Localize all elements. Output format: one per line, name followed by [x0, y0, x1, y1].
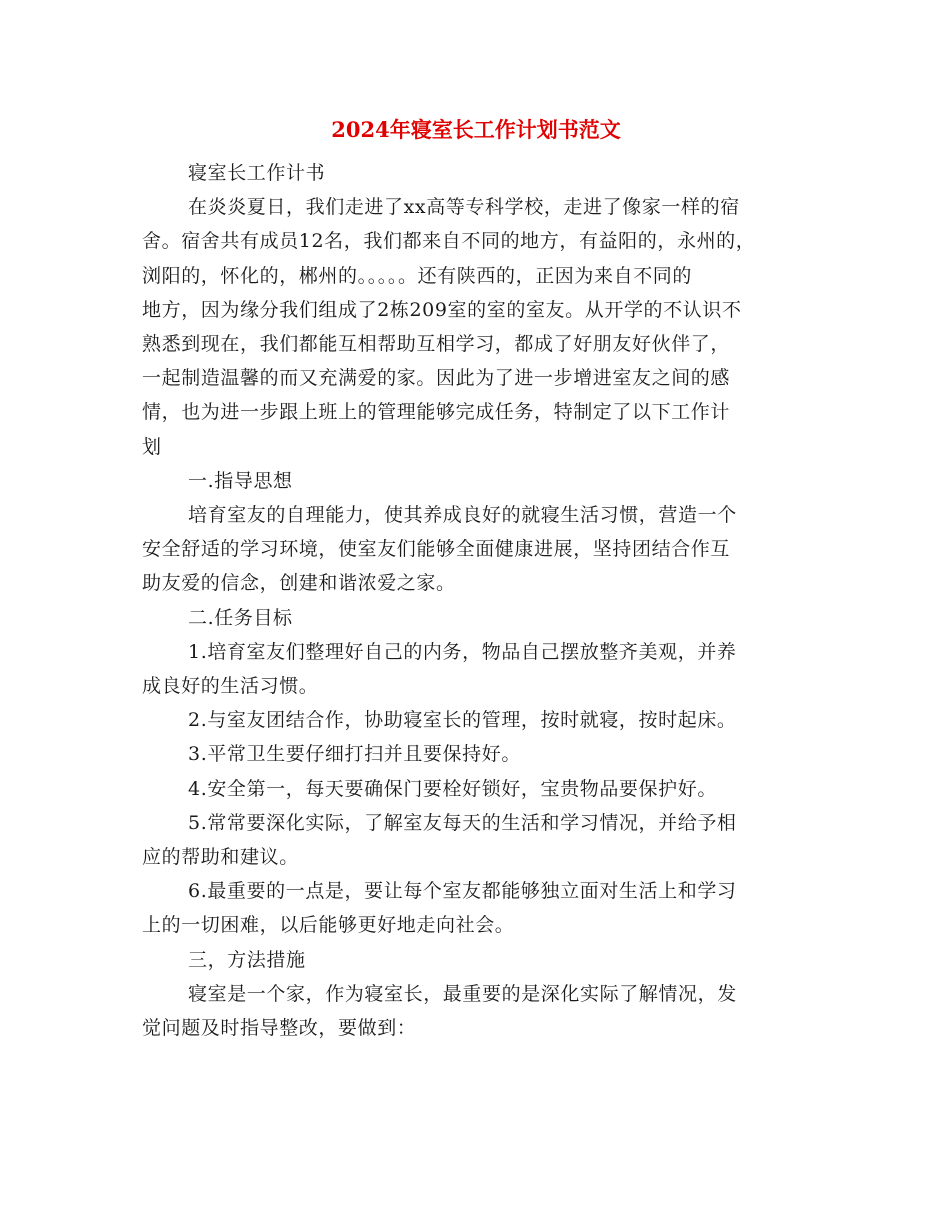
- intro-line: 一起制造温馨的而又充满爱的家。因此为了进一步增进室友之间的感: [142, 367, 731, 390]
- intro-line: 舍。宿舍共有成员12名，我们都来自不同的地方，有益阳的，永州的，: [142, 230, 756, 253]
- section-heading-methods: 三，方法措施: [188, 948, 306, 971]
- section-heading-task-goals: 二.任务目标: [188, 606, 293, 629]
- intro-paragraph: [142, 190, 810, 464]
- task-goal-item: [142, 703, 810, 737]
- task-goal-item: [142, 806, 810, 874]
- guiding-ideology-paragraph: [142, 498, 810, 601]
- paragraph-line: 安全舒适的学习环境，使室友们能够全面健康进展，坚持团结合作互: [142, 538, 731, 561]
- intro-line: 地方，因为缘分我们组成了2栋209室的室的室友。从开学的不认识不: [142, 298, 742, 321]
- intro-line: 熟悉到现在，我们都能互相帮助互相学习，都成了好朋友好伙伴了，: [142, 333, 731, 356]
- paragraph-line: 应的帮助和建议。: [142, 846, 299, 869]
- paragraph-line: 2.与室友团结合作，协助寝室长的管理，按时就寝，按时起床。: [188, 709, 737, 732]
- paragraph-line: 1.培育室友们整理好自己的内务，物品自己摆放整齐美观，并养: [188, 640, 737, 663]
- section-heading-guiding-ideology: 一.指导思想: [188, 469, 293, 492]
- intro-line: 情，也为进一步跟上班上的管理能够完成任务，特制定了以下工作计: [142, 401, 731, 424]
- document-subtitle: 寝室长工作计书: [188, 162, 326, 184]
- task-goal-item: [142, 772, 810, 806]
- paragraph-line: 寝室是一个家，作为寝室长，最重要的是深化实际了解情况，发: [188, 982, 737, 1005]
- paragraph-line: 成良好的生活习惯。: [142, 675, 319, 698]
- task-goal-item: [142, 737, 810, 771]
- paragraph-line: 4.安全第一，每天要确保门要栓好锁好，宝贵物品要保护好。: [188, 777, 717, 800]
- paragraph-line: 培育室友的自理能力，使其养成良好的就寝生活习惯，营造一个: [188, 504, 737, 527]
- intro-line: 在炎炎夏日，我们走进了xx高等专科学校，走进了像家一样的宿: [188, 196, 740, 219]
- document-title: 2024年寝室长工作计划书范文: [331, 117, 621, 142]
- paragraph-line: 3.平常卫生要仔细打扫并且要保持好。: [188, 743, 521, 766]
- paragraph-line: 觉问题及时指导整改，要做到：: [142, 1017, 417, 1040]
- paragraph-line: 6.最重要的一点是，要让每个室友都能够独立面对生活上和学习: [188, 880, 737, 903]
- task-goal-item: [142, 635, 810, 703]
- task-goal-item: [142, 874, 810, 942]
- methods-paragraph: [142, 977, 810, 1045]
- paragraph-line: 5.常常要深化实际，了解室友每天的生活和学习情况，并给予相: [188, 811, 737, 834]
- paragraph-line: 助友爱的信念，创建和谐浓爱之家。: [142, 572, 456, 595]
- intro-line: 划: [142, 435, 162, 458]
- paragraph-line: 上的一切困难，以后能够更好地走向社会。: [142, 914, 515, 937]
- intro-line: 浏阳的，怀化的，郴州的。。。。。还有陕西的，正因为来自不同的: [142, 264, 693, 287]
